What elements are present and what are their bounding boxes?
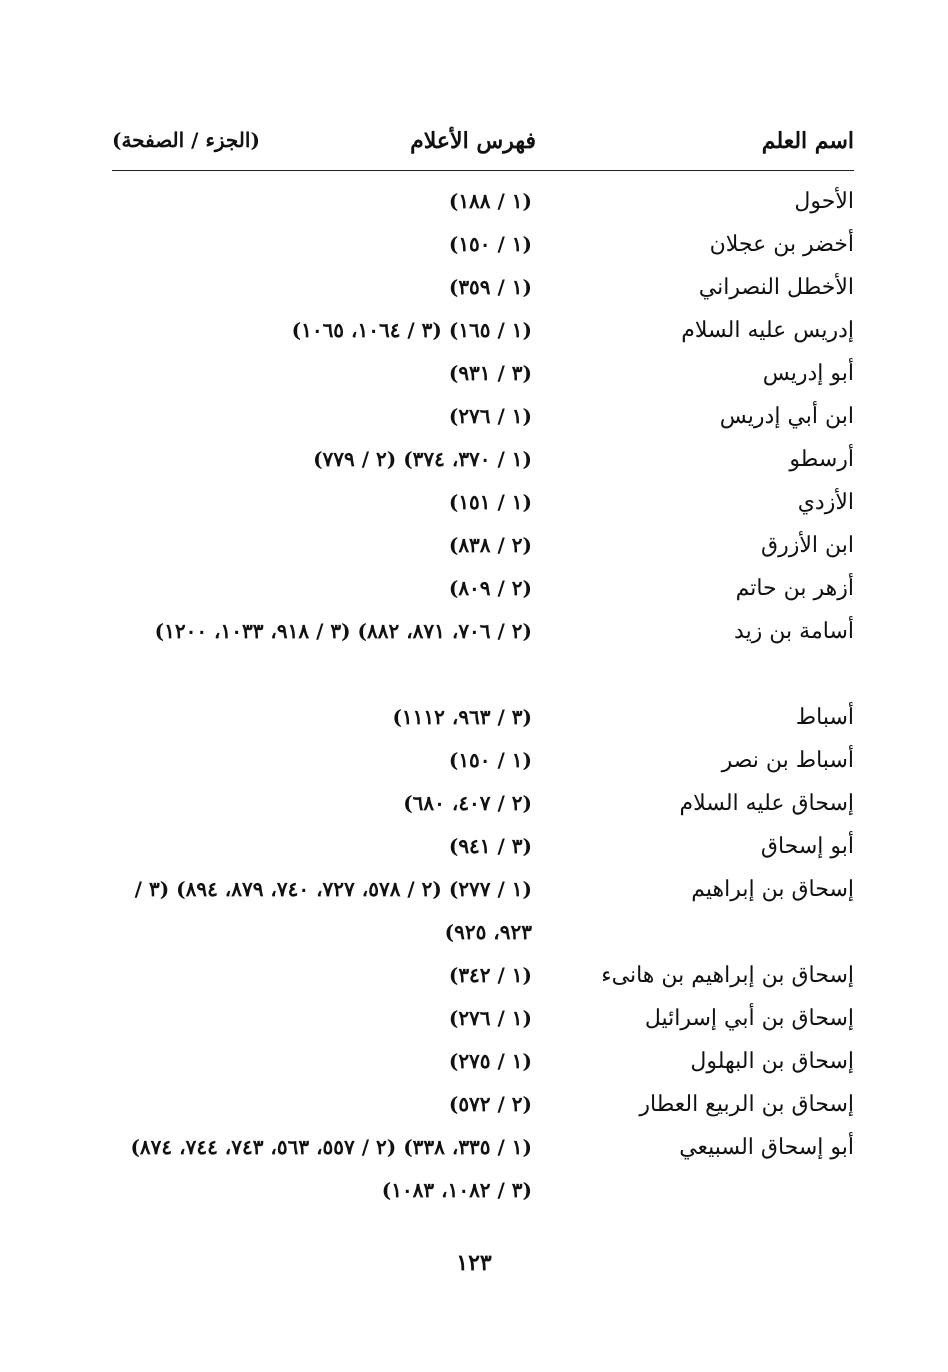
index-entry <box>112 782 854 825</box>
entry-references: (٢ / ٨٣٨) <box>448 533 532 557</box>
index-entry <box>112 868 854 954</box>
entry-references: (٢ / ٧٠٦، ٨٧١، ٨٨٢) (٣ / ٩١٨، ١٠٣٣، ١٢٠٠) <box>154 619 532 643</box>
index-entry <box>112 997 854 1040</box>
entry-name: أسباط بن نصر <box>721 748 854 773</box>
index-entry <box>112 567 854 610</box>
entry-references: (٢ / ٥٧٢) <box>448 1092 532 1116</box>
index-entry <box>112 223 854 266</box>
page-number: ١٢٣ <box>456 1250 492 1276</box>
entry-references: (٢ / ٤٠٧، ٦٨٠) <box>403 791 532 815</box>
entry-references: (١ / ١٨٨) <box>448 189 532 213</box>
entry-name: إسحاق بن إبراهيم <box>691 877 854 902</box>
entry-references: (١ / ٢٧٥) <box>448 1049 532 1073</box>
index-entry <box>112 1083 854 1126</box>
pages-column-heading: (الجزء / الصفحة) <box>112 128 260 152</box>
entry-references: (١ / ١٥٠) <box>448 748 532 772</box>
entry-references: (١ / ٣٥٩) <box>448 275 532 299</box>
entry-name: أرسطو <box>789 447 854 472</box>
entry-references: (٣ / ٩٣١) <box>448 361 532 385</box>
index-entry <box>112 696 854 739</box>
index-title: فهرس الأعلام <box>410 128 536 154</box>
index-entry <box>112 309 854 352</box>
index-entry <box>112 610 854 696</box>
index-entry <box>112 524 854 567</box>
index-entry <box>112 1040 854 1083</box>
index-entry <box>112 825 854 868</box>
index-entry <box>112 739 854 782</box>
entry-references: (٢ / ٨٠٩) <box>448 576 532 600</box>
entry-name: أبو إسحاق <box>760 834 854 859</box>
entry-references: (١ / ٣٣٥، ٣٣٨) (٢ / ٥٥٧، ٥٦٣، ٧٤٣، ٧٤٤، ٨٧٤) (٣ / ١٠٨٢، ١٠٨٣) <box>130 1135 532 1202</box>
entry-name: إسحاق بن الربيع العطار <box>639 1092 854 1117</box>
index-entry <box>112 266 854 309</box>
entry-references: (٣ / ٩٦٣، ١١١٢) <box>392 705 532 729</box>
entry-references: (١ / ٣٤٢) <box>448 963 532 987</box>
entry-name: أسامة بن زيد <box>734 619 854 644</box>
entry-references: (٣ / ٩٤١) <box>448 834 532 858</box>
entry-references: (١ / ٢٧٦) <box>448 404 532 428</box>
entry-name: ابن أبي إدريس <box>719 404 854 429</box>
index-entry <box>112 481 854 524</box>
entry-name: أبو إسحاق السبيعي <box>679 1135 854 1160</box>
index-entry <box>112 395 854 438</box>
name-column-heading: اسم العلم <box>761 128 854 154</box>
header-rule <box>112 170 854 171</box>
entry-name: إسحاق عليه السلام <box>679 791 854 816</box>
entry-name: أزهر بن حاتم <box>735 576 854 601</box>
index-header <box>112 126 854 162</box>
entry-name: أبو إدريس <box>762 361 854 386</box>
entry-references: (١ / ٢٧٦) <box>448 1006 532 1030</box>
entry-references: (١ / ١٦٥) (٣ / ١٠٦٤، ١٠٦٥) <box>291 318 532 342</box>
entry-name: إسحاق بن البهلول <box>690 1049 854 1074</box>
index-entry <box>112 180 854 223</box>
index-entry <box>112 352 854 395</box>
entry-references: (١ / ٢٧٧) (٢ / ٥٧٨، ٧٢٧، ٧٤٠، ٨٧٩، ٨٩٤) (٣ / ٩٢٣، ٩٢٥) <box>134 877 532 944</box>
index-entry <box>112 954 854 997</box>
entry-name: إسحاق بن أبي إسرائيل <box>644 1006 854 1031</box>
entry-name: الأخطل النصراني <box>698 275 854 300</box>
entry-name: الأحول <box>794 189 854 214</box>
entry-name: إدريس عليه السلام <box>681 318 854 343</box>
entry-name: ابن الأزرق <box>761 533 854 558</box>
index-entries <box>112 180 854 1212</box>
entry-name: أخضر بن عجلان <box>709 232 854 257</box>
entry-references: (١ / ٣٧٠، ٣٧٤) (٢ / ٧٧٩) <box>313 447 532 471</box>
index-entry <box>112 438 854 481</box>
entry-name: إسحاق بن إبراهيم بن هانىء <box>601 963 854 988</box>
index-entry <box>112 1126 854 1212</box>
entry-name: أسباط <box>795 705 854 730</box>
entry-references: (١ / ١٥١) <box>448 490 532 514</box>
entry-references: (١ / ١٥٠) <box>448 232 532 256</box>
entry-name: الأزدي <box>797 490 854 515</box>
